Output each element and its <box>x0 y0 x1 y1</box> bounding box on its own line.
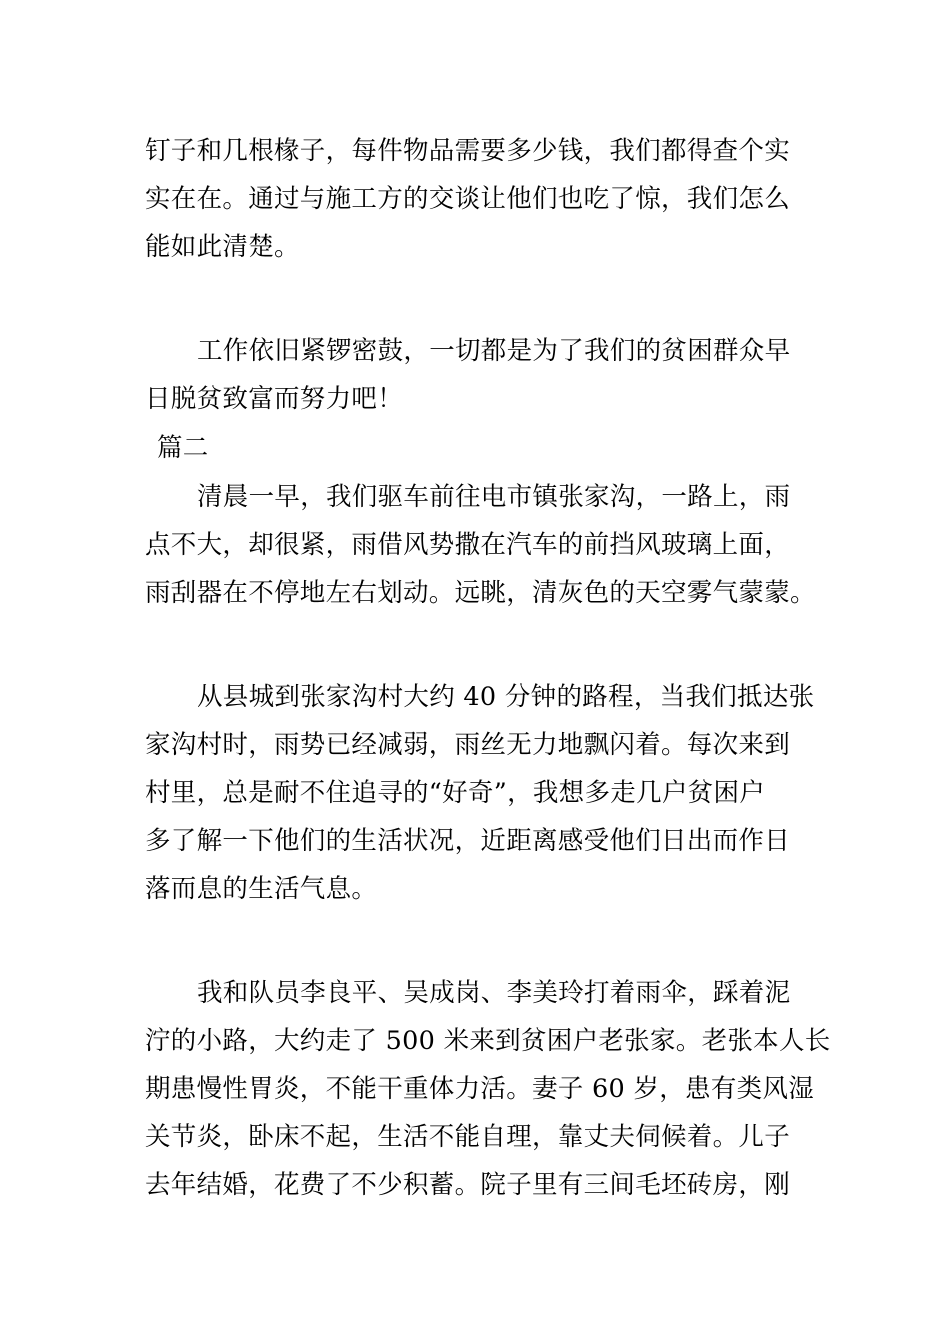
paragraph-line: 我和队员李良平、吴成岗、李美玲打着雨伞，踩着泥 <box>197 978 791 1008</box>
paragraph-line: 钉子和几根椽子，每件物品需要多少钱，我们都得查个实 <box>145 136 791 166</box>
paragraph-line: 工作依旧紧锣密鼓，一切都是为了我们的贫困群众早 <box>197 336 791 366</box>
paragraph-line: 关节炎，卧床不起，生活不能自理，靠丈夫伺候着。儿子 <box>145 1122 791 1152</box>
paragraph-line: 日脱贫致富而努力吧！ <box>145 384 404 414</box>
paragraph-line: 村里，总是耐不住追寻的“好奇”，我想多走几户贫困户 <box>145 778 766 808</box>
paragraph-line: 落而息的生活气息。 <box>145 874 378 904</box>
paragraph-line: 点不大，却很紧，雨借风势撒在汽车的前挡风玻璃上面， <box>145 530 791 560</box>
paragraph-line: 实在在。通过与施工方的交谈让他们也吃了惊，我们怎么 <box>145 184 791 214</box>
paragraph-line: 泞的小路，大约走了 500 米来到贫困户老张家。老张本人长 <box>145 1026 831 1056</box>
section-heading: 篇二 <box>157 433 209 463</box>
paragraph-line: 多了解一下他们的生活状况，近距离感受他们日出而作日 <box>145 826 791 856</box>
paragraph-line: 雨刮器在不停地左右划动。远眺，清灰色的天空雾气蒙蒙。 <box>145 578 816 608</box>
paragraph-line: 去年结婚，花费了不少积蓄。院子里有三间毛坯砖房，刚 <box>145 1170 791 1200</box>
paragraph-line: 能如此清楚。 <box>145 232 300 262</box>
paragraph-line: 家沟村时，雨势已经减弱，雨丝无力地飘闪着。每次来到 <box>145 730 791 760</box>
paragraph-line: 从县城到张家沟村大约 40 分钟的路程，当我们抵达张 <box>197 682 815 712</box>
paragraph-line: 清晨一早，我们驱车前往电市镇张家沟，一路上，雨 <box>197 482 791 512</box>
paragraph-line: 期患慢性胃炎，不能干重体力活。妻子 60 岁，患有类风湿 <box>145 1074 815 1104</box>
